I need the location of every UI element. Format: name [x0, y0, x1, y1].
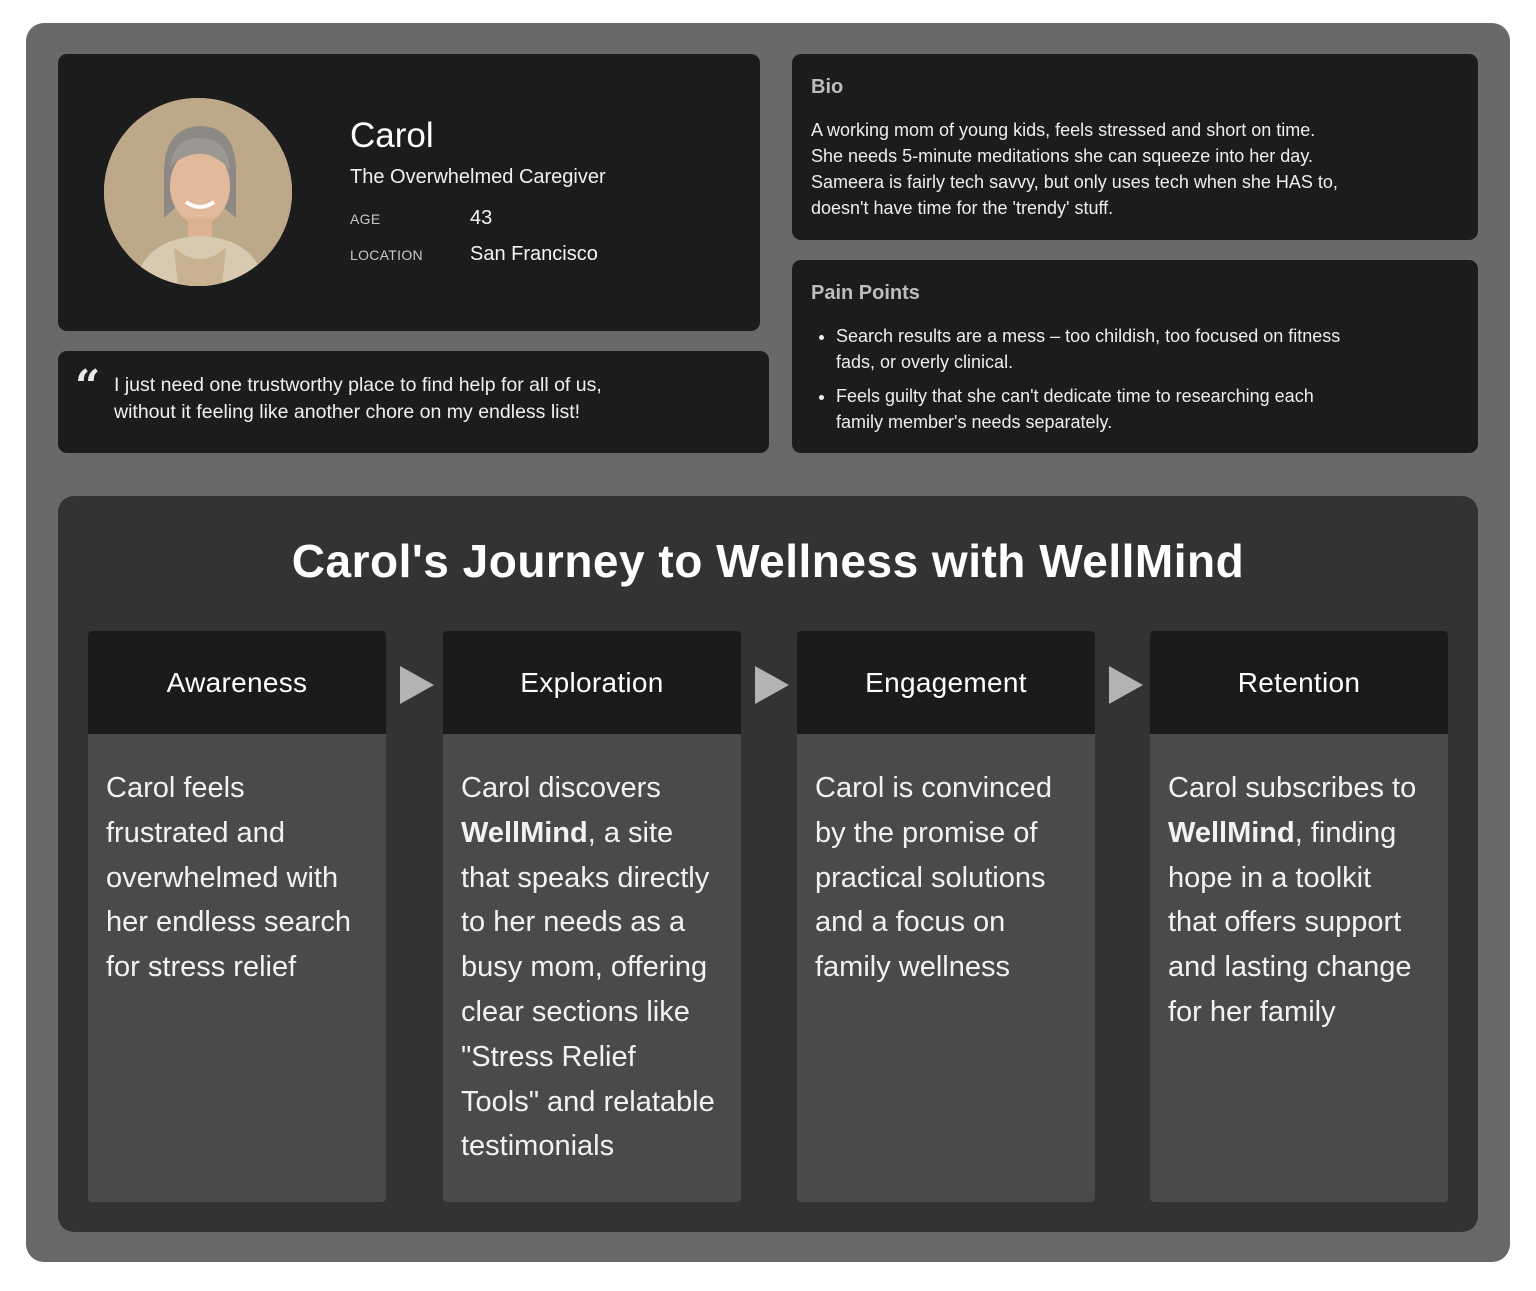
stage-line: by the promise of	[815, 816, 1038, 849]
pain-point-line: • Search results are a mess – too childish, too focused on fitness	[836, 326, 1341, 346]
stage-description	[1150, 734, 1448, 1035]
profile-card	[58, 54, 760, 331]
stage-line: testimonials	[461, 1130, 615, 1163]
stage-description	[443, 734, 741, 1169]
stage-exploration	[443, 631, 741, 1202]
quote-card	[58, 351, 769, 453]
location-label: LOCATION	[350, 247, 423, 263]
persona-name: Carol	[350, 116, 434, 155]
brand-name: WellMind	[461, 816, 588, 849]
stage-line: for stress relief	[106, 951, 297, 984]
stage-line: practical solutions	[815, 861, 1046, 894]
pain-point-line: fads, or overly clinical.	[836, 352, 1014, 372]
stage-line: overwhelmed with	[106, 861, 339, 894]
pain-point-item	[836, 323, 1486, 375]
pain-point-line: family member's needs separately.	[836, 412, 1113, 432]
stage-line: Carol is convinced	[815, 772, 1052, 804]
stage-line: frustrated and	[106, 816, 285, 849]
bio-line: doesn't have time for the 'trendy' stuff.	[811, 198, 1114, 218]
stage-line: that speaks directly	[461, 861, 710, 894]
stage-line: Carol subscribes to	[1168, 772, 1417, 804]
stage-line-text: , a site	[587, 816, 674, 849]
stage-header: Exploration	[443, 631, 741, 734]
stage-line: Carol feels	[106, 772, 245, 804]
bio-line: Sameera is fairly tech savvy, but only uses tech when she HAS to,	[811, 172, 1338, 192]
bio-line: She needs 5-minute meditations she can squeeze into her day.	[811, 146, 1313, 166]
bio-line: A working mom of young kids, feels stressed and short on time.	[811, 120, 1316, 140]
stage-header: Awareness	[88, 631, 386, 734]
stage-line	[461, 811, 723, 856]
stage-retention	[1150, 631, 1448, 1202]
persona-role: The Overwhelmed Caregiver	[350, 166, 606, 188]
stage-line: clear sections like	[461, 995, 690, 1028]
pain-points-title: Pain Points	[811, 282, 920, 304]
brand-name: WellMind	[1168, 816, 1295, 849]
stage-line-text: , finding	[1294, 816, 1397, 849]
stage-line: family wellness	[815, 951, 1010, 984]
pain-point-item	[836, 383, 1486, 435]
stage-line: busy mom, offering	[461, 951, 708, 984]
avatar	[104, 98, 292, 286]
stage-line: Carol discovers	[461, 772, 661, 804]
stage-line: and a focus on	[815, 906, 1006, 939]
persona-board	[26, 23, 1510, 1262]
journey-section	[58, 496, 1478, 1232]
location-value: San Francisco	[470, 243, 598, 265]
triangle-right-icon	[755, 666, 789, 704]
stage-header: Retention	[1150, 631, 1448, 734]
stage-description	[88, 734, 386, 990]
stage-line: and lasting change	[1168, 951, 1412, 984]
stage-awareness	[88, 631, 386, 1202]
quote-line: without it feeling like another chore on my endless list!	[114, 401, 581, 423]
journey-title: Carol's Journey to Wellness with WellMind	[291, 535, 1245, 587]
stage-line: Tools" and relatable	[461, 1085, 715, 1118]
stage-line: for her family	[1168, 995, 1336, 1028]
pain-points-list	[811, 323, 1486, 443]
pain-points-card	[792, 260, 1478, 453]
stage-engagement	[797, 631, 1095, 1202]
stage-line	[1168, 811, 1430, 856]
quote-text	[114, 372, 734, 426]
bio-card	[792, 54, 1478, 240]
triangle-right-icon	[400, 666, 434, 704]
pain-point-line: • Feels guilty that she can't dedicate time to researching each	[836, 386, 1314, 406]
quote-icon: “	[75, 361, 101, 412]
triangle-right-icon	[1109, 666, 1143, 704]
bio-text	[811, 117, 1451, 221]
bio-title: Bio	[811, 76, 844, 98]
stage-line: her endless search	[106, 906, 352, 939]
stage-line: to her needs as a	[461, 906, 686, 939]
stage-line: that offers support	[1168, 906, 1402, 939]
stage-line: "Stress Relief	[461, 1040, 636, 1073]
avatar-portrait	[104, 98, 292, 286]
quote-line: I just need one trustworthy place to find help for all of us,	[114, 374, 602, 396]
stage-description	[797, 734, 1095, 990]
stage-line: hope in a toolkit	[1168, 861, 1372, 894]
age-value: 43	[470, 207, 493, 229]
stage-header: Engagement	[797, 631, 1095, 734]
age-label: AGE	[350, 211, 381, 227]
